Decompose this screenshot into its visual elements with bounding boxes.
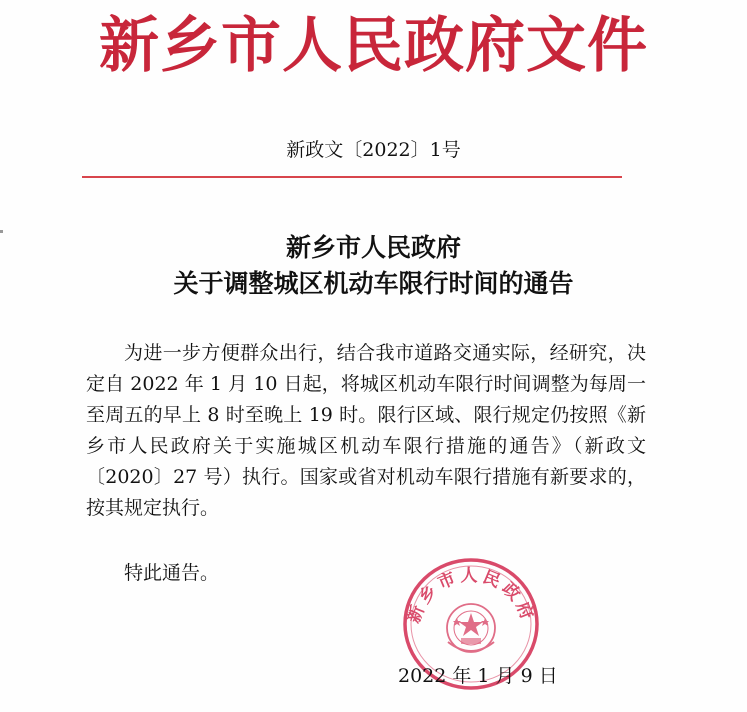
issue-date: 2022 年 1 月 9 日 xyxy=(398,665,558,687)
masthead: 新乡市人民政府文件 xyxy=(99,11,648,81)
seal-text-path: 新乡市人民政府 xyxy=(403,566,539,626)
closing-line: 特此通告。 xyxy=(124,562,220,584)
notice-body xyxy=(86,338,646,524)
red-divider-rule xyxy=(82,176,622,178)
national-emblem-icon xyxy=(447,604,495,652)
scan-speck xyxy=(0,230,3,233)
body-paragraph: 为进一步方便群众出行，结合我市道路交通实际，经研究，决定自 2022 年 1 月 10 日起，将城区机动车限行时间调整为每周一至周五的早上 8 时至晚上 19 时。限行区域、限行规定仍按照《新乡市人民政府关于实施城区机动车限行措施的通告》（新政文〔2020〕27 号）执行。国家或省对机动车限行措施有新要求的，按其规定执行。 xyxy=(86,342,646,519)
notice-title-line-1: 新乡市人民政府 xyxy=(285,233,461,262)
notice-title-line-2: 关于调整城区机动车限行时间的通告 xyxy=(173,269,574,298)
document-number: 新政文〔2022〕1号 xyxy=(286,139,461,161)
